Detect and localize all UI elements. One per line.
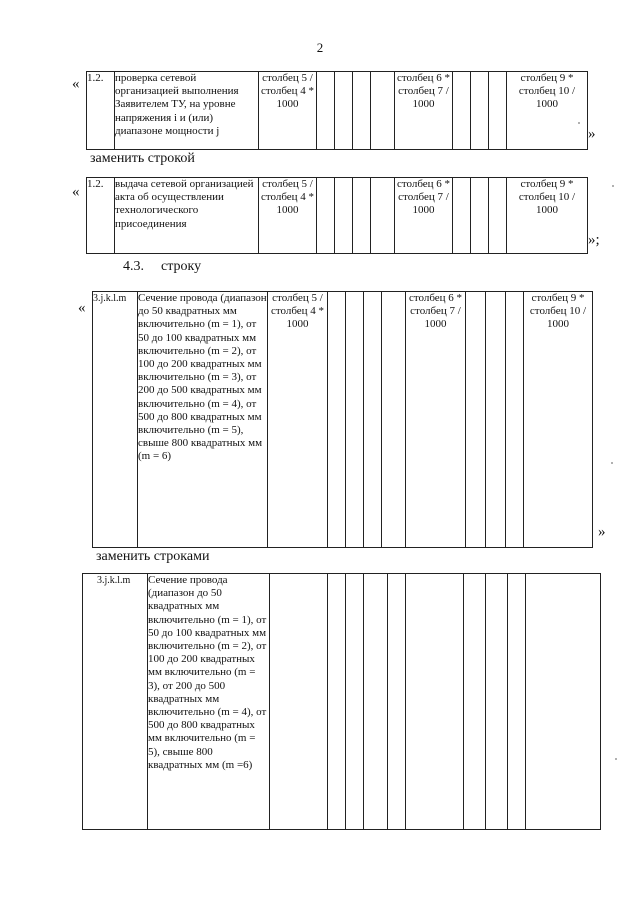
table-old-row-3jklm [92,291,593,548]
empty-cell [489,72,507,150]
formula-cell: столбец 5 / столбец 4 * 1000 [259,178,317,254]
empty-cell [464,574,486,830]
empty-cell [506,292,524,548]
row-description: выдача сетевой организацией акта об осуществлении технологического присоединения [115,178,259,254]
close-quote: » [598,524,606,540]
empty-cell [328,292,346,548]
formula-cell: столбец 9 * столбец 10 / 1000 [507,178,588,254]
formula-cell: столбец 5 / столбец 4 * 1000 [268,292,328,548]
table-old-row-1-2 [86,71,588,150]
empty-cell [270,574,328,830]
empty-cell [346,574,364,830]
scan-speck [615,758,617,760]
table-row [87,72,588,150]
table-new-row-1-2 [86,177,588,254]
replace-rows-instruction: заменить строками [96,549,210,564]
empty-cell [346,292,364,548]
table-new-rows-3jklm [82,573,601,830]
empty-cell [317,178,335,254]
formula-cell: столбец 6 * столбец 7 / 1000 [406,292,466,548]
empty-cell [371,178,395,254]
empty-cell [328,574,346,830]
empty-cell [335,178,353,254]
empty-cell [453,72,471,150]
close-quote: » [588,126,596,142]
formula-cell: столбец 9 * столбец 10 / 1000 [507,72,588,150]
empty-cell [382,292,406,548]
section-number: 4.3. [123,259,144,274]
row-number: 3.j.k.l.m [83,574,148,830]
empty-cell [364,574,388,830]
empty-cell [371,72,395,150]
replace-row-instruction: заменить строкой [90,151,195,166]
empty-cell [471,72,489,150]
close-quote: »; [588,232,600,248]
formula-cell: столбец 9 * столбец 10 / 1000 [524,292,593,548]
open-quote: « [72,76,80,92]
row-number: 3.j.k.l.m [93,292,138,548]
scan-speck [612,185,614,187]
empty-cell [388,574,406,830]
scan-speck [611,462,613,464]
table-row [83,574,601,830]
empty-cell [526,574,601,830]
empty-cell [486,292,506,548]
row-description: проверка сетевой организацией выполнения Заявителем ТУ, на уровне напряжения i и (или) диапазоне мощности j [115,72,259,150]
page-number: 2 [316,40,324,55]
empty-cell [508,574,526,830]
empty-cell [317,72,335,150]
scan-speck [578,122,580,124]
empty-cell [364,292,382,548]
empty-cell [406,574,464,830]
formula-cell: столбец 6 * столбец 7 / 1000 [395,72,453,150]
open-quote: « [78,300,86,316]
empty-cell [486,574,508,830]
table-row [93,292,593,548]
formula-cell: столбец 5 / столбец 4 * 1000 [259,72,317,150]
formula-cell: столбец 6 * столбец 7 / 1000 [395,178,453,254]
empty-cell [453,178,471,254]
empty-cell [466,292,486,548]
empty-cell [353,72,371,150]
row-number: 1.2. [87,72,115,150]
table-row [87,178,588,254]
empty-cell [353,178,371,254]
empty-cell [335,72,353,150]
section-text: строку [161,259,202,274]
empty-cell [489,178,507,254]
row-description: Сечение провода (диапазон до 50 квадратных мм включительно (m = 1), от 50 до 100 квадратных мм включительно (m = 2), от 100 до 200 квадратных мм включительно (m = 3), от 200 до 500 квадратных мм включительно (m = 4), от 500 до 800 квадратных мм включительно (m = 5), свыше 800 квадратных мм (m = 6) [138,292,268,548]
row-number: 1.2. [87,178,115,254]
empty-cell [471,178,489,254]
row-description: Сечение провода (диапазон до 50 квадратных мм включительно (m = 1), от 50 до 100 квадратных мм включительно (m = 2), от 100 до 200 квадратных мм включительно (m = 3), от 200 до 500 квадратных мм включительно (m = 4), от 500 до 800 квадратных мм включительно (m = 5), свыше 800 квадратных мм (m =6) [148,574,270,830]
open-quote: « [72,184,80,200]
